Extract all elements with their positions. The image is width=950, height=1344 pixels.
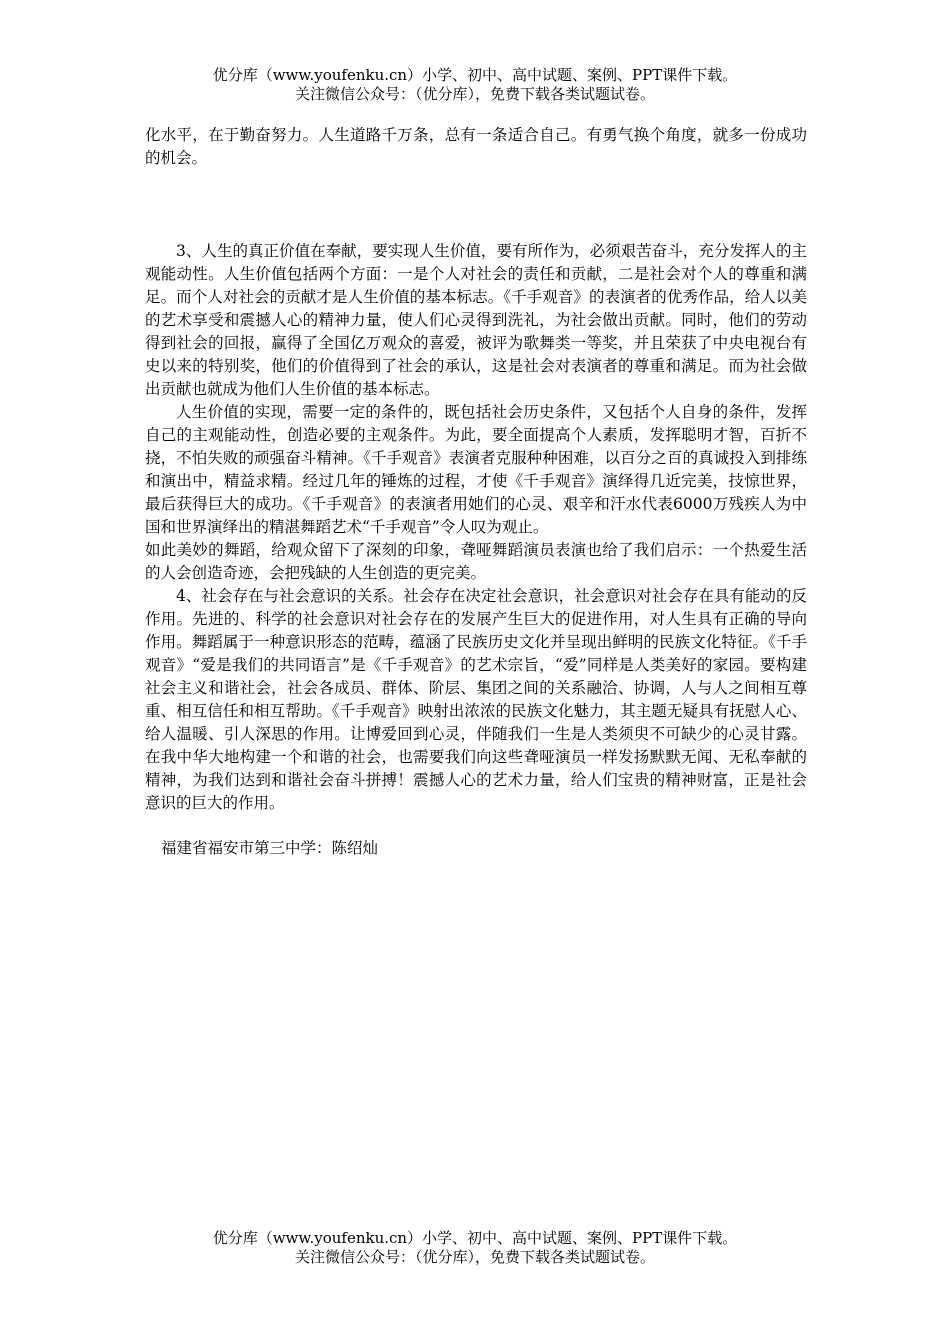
paragraph-point-3: 3、人生的真正价值在奉献，要实现人生价值，要有所作为，必须艰苦奋斗，充分发挥人的主观能动性。人生价值包括两个方面：一是个人对社会的责任和贡献，二是社会对个人的尊重和满足。而个人对社会的贡献才是人生价值的基本标志。《千手观音》的表演者的优秀作品，给人以美的艺术享受和震撼人心的精神力量，使人们心灵得到洗礼，为社会做出贡献。同时，他们的劳动得到社会的回报，赢得了全国亿万观众的喜爱，被评为歌舞类一等奖，并且荣获了中央电视台有史以来的特别奖，他们的价值得到了社会的承认，这是社会对表演者的尊重和满足。而为社会做出贡献也就成为他们人生价值的基本标志。 <box>145 242 807 398</box>
paragraph-dance-inspiration: 如此美妙的舞蹈，给观众留下了深刻的印象，聋哑舞蹈演员表演也给了我们启示：一个热爱生活的人会创造奇迹，会把残缺的人生创造的更完美。 <box>145 541 807 582</box>
footer-line-1: 优分库（www.youfenku.cn）小学、初中、高中试题、案例、PPT课件下载。 <box>212 1229 738 1247</box>
header-line-1: 优分库（www.youfenku.cn）小学、初中、高中试题、案例、PPT课件下载。 <box>212 66 738 84</box>
page-header <box>0 66 950 104</box>
paragraph-point-4: 4、社会存在与社会意识的关系。社会存在决定社会意识，社会意识对社会存在具有能动的反作用。先进的、科学的社会意识对社会存在的发展产生巨大的促进作用，对人生具有正确的导向作用。舞蹈属于一种意识形态的范畴，蕴涵了民族历史文化并呈现出鲜明的民族文化特征。《千手观音》“爱是我们的共同语言”是《千手观音》的艺术宗旨，“爱”同样是人类美好的家园。要构建社会主义和谐社会，社会各成员、群体、阶层、集团之间的关系融洽、协调，人与人之间相互尊重、相互信任和相互帮助。《千手观音》映射出浓浓的民族文化魅力，其主题无疑具有抚慰人心、给人温暖、引人深思的作用。让博爱回到心灵，伴随我们一生是人类须臾不可缺少的心灵甘露。在我中华大地构建一个和谐的社会，也需要我们向这些聋哑演员一样发扬默默无闻、无私奉献的精神，为我们达到和谐社会奋斗拼搏！震撼人心的艺术力量，给人们宝贵的精神财富，正是社会意识的巨大的作用。 <box>145 587 807 812</box>
paragraph-continuation: 化水平，在于勤奋努力。人生道路千万条，总有一条适合自己。有勇气换个角度，就多一份成功的机会。 <box>145 126 807 167</box>
paragraph-value-realization: 人生价值的实现，需要一定的条件的，既包括社会历史条件，又包括个人自身的条件，发挥自己的主观能动性，创造必要的主观条件。为此，要全面提高个人素质，发挥聪明才智，百折不挠，不怕失败的顽强奋斗精神。《千手观音》表演者克服种种困难，以百分之百的真诚投入到排练和演出中，精益求精。经过几年的锤炼的过程，才使《千手观音》演绎得几近完美，技惊世界，最后获得巨大的成功。《千手观音》的表演者用她们的心灵、艰辛和汗水代表6000万残疾人为中国和世界演绎出的精湛舞蹈艺术“千手观音”令人叹为观止。 <box>145 403 807 536</box>
author-signature: 福建省福安市第三中学：陈绍灿 <box>161 839 379 857</box>
footer-line-2: 关注微信公众号：（优分库），免费下载各类试题试卷。 <box>294 1248 655 1266</box>
page-footer <box>0 1229 950 1267</box>
header-line-2: 关注微信公众号：（优分库），免费下载各类试题试卷。 <box>294 85 655 103</box>
document-body <box>145 124 807 860</box>
